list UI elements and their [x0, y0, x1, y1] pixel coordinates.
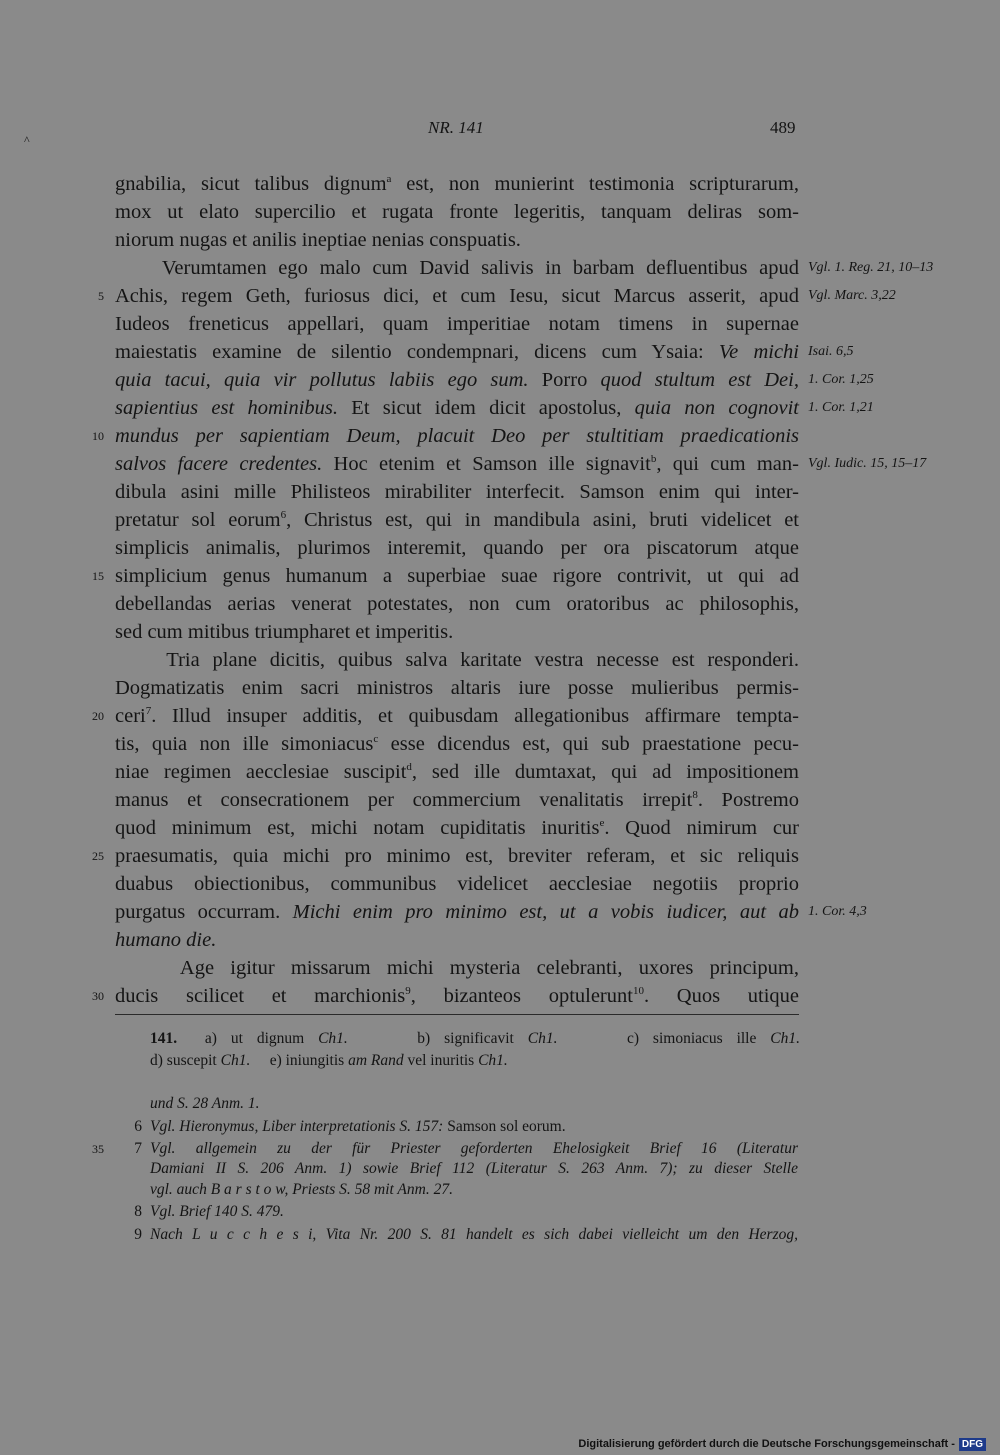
- margin-reference: Isai. 6,5: [808, 344, 854, 359]
- footnote-number: 7: [134, 1140, 142, 1157]
- footnote-number: 9: [134, 1226, 142, 1243]
- footnote-line: vgl. auch B a r s t o w, Priests S. 58 mit Anm. 27.: [150, 1181, 453, 1198]
- text-line: ducis scilicet et marchionis$^9$, bizanteos optulerunt$^{10}$. Quos utique: [115, 985, 799, 1007]
- text-line: praesumatis, quia michi pro minimo est, breviter referam, et sic reliquis: [115, 845, 799, 867]
- page-mark: ^: [24, 133, 30, 147]
- line-number: 30: [92, 989, 104, 1003]
- text-line: mundus per sapientiam Deum, placuit Deo per stultitiam praedicationis: [115, 425, 799, 447]
- margin-reference: Vgl. Marc. 3,22: [808, 288, 896, 303]
- running-header-title: NR. 141: [428, 118, 484, 137]
- text-line: sed cum mitibus triumpharet et imperitis.: [115, 621, 454, 643]
- footnote-line: Vgl. Hieronymus, Liber interpretationis S. 157: Samson sol eorum.: [150, 1118, 566, 1135]
- text-line: dibula asini mille Philisteos mirabiliter interfecit. Samson enim qui inter-: [115, 481, 799, 503]
- text-line: niae regimen aecclesiae suscipit$^d$, sed ille dumtaxat, qui ad impositionem: [115, 761, 800, 783]
- text-line: simplicium genus humanum a superbiae suae rigore contrivit, ut qui ad: [115, 565, 799, 587]
- footnote-rule: [115, 1014, 799, 1015]
- digitization-footer: [578, 1436, 986, 1452]
- line-number: 25: [92, 849, 104, 863]
- text-line: tis, quia non ille simoniacus$^c$ esse dicendus est, qui sub praestatione pecu-: [115, 733, 800, 755]
- footnote-line: Vgl. allgemein zu der für Priester geforderten Ehelosigkeit Brief 16 (Literatur: [150, 1140, 798, 1157]
- text-line: Achis, regem Geth, furiosus dici, et cum Iesu, sicut Marcus asserit, apud: [115, 285, 799, 307]
- text-line: Iudeos freneticus appellari, quam imperitiae notam timens in supernae: [115, 313, 799, 335]
- text-line: purgatus occurram. Michi enim pro minimo est, ut a vobis iudicer, aut ab: [115, 901, 799, 923]
- footnote-line: Vgl. Brief 140 S. 479.: [150, 1203, 284, 1220]
- footnote-number: 6: [134, 1118, 142, 1135]
- page-number: 489: [770, 118, 796, 137]
- margin-reference: 1. Cor. 1,25: [808, 372, 874, 387]
- text-line: niorum nugas et anilis ineptiae nenias conspuatis.: [115, 229, 521, 251]
- line-number: 5: [98, 289, 104, 303]
- line-number: 35: [92, 1142, 104, 1156]
- footnote-line: und S. 28 Anm. 1.: [150, 1095, 260, 1112]
- text-line: maiestatis examine de silentio condempnari, dicens cum Ysaia: Ve michi: [115, 341, 799, 363]
- text-line: mox ut elato supercilio et rugata fronte legeritis, tanquam deliras som-: [115, 201, 799, 223]
- dfg-logo: DFG: [959, 1438, 986, 1451]
- margin-reference: Vgl. 1. Reg. 21, 10–13: [808, 260, 934, 275]
- apparatus-line: 141. a) ut dignum Ch1. b) significavit Ch1. c) simoniacus ille Ch1.: [150, 1030, 800, 1047]
- text-line: Dogmatizatis enim sacri ministros altaris iure posse mulieribus permis-: [115, 677, 799, 699]
- text-line: duabus obiectionibus, communibus videlicet aecclesiae negotiis proprio: [115, 873, 799, 895]
- footnote-number: 8: [134, 1203, 142, 1220]
- text-line: sapientius est hominibus. Et sicut idem dicit apostolus, quia non cognovit: [115, 397, 800, 419]
- text-line: pretatur sol eorum$^6$, Christus est, qui in mandibula asini, bruti videlicet et: [115, 509, 799, 531]
- text-line: debellandas aerias venerat potestates, non cum oratoribus ac philosophis,: [115, 593, 799, 615]
- text-line: Age igitur missarum michi mysteria celebranti, uxores principum,: [115, 957, 799, 979]
- line-number: 10: [92, 429, 104, 443]
- line-number: 15: [92, 569, 104, 583]
- text-line: manus et consecrationem per commercium venalitatis irrepit$^8$. Postremo: [115, 789, 799, 811]
- footer-text: Digitalisierung gefördert durch die Deutsche Forschungsgemeinschaft -: [578, 1438, 955, 1450]
- apparatus-line: d) suscepit Ch1. e) iniungitis am Rand vel inuritis Ch1.: [150, 1052, 508, 1069]
- text-line: Verumtamen ego malo cum David salivis in barbam defluentibus apud: [115, 257, 799, 279]
- margin-reference: 1. Cor. 1,21: [808, 400, 874, 415]
- text-line: humano die.: [115, 929, 217, 951]
- text-line: quod minimum est, michi notam cupiditatis inuritis$^e$. Quod nimirum cur: [115, 817, 799, 839]
- text-line: ceri$^7$. Illud insuper additis, et quibusdam allegationibus affirmare tempta-: [115, 705, 799, 727]
- text-line: gnabilia, sicut talibus dignum$^a$ est, non munierint testimonia scripturarum,: [115, 173, 799, 195]
- footnote-line: Nach L u c c h e s i, Vita Nr. 200 S. 81 handelt es sich dabei vielleicht um den Herzog,: [150, 1226, 798, 1243]
- margin-reference: Vgl. Iudic. 15, 15–17: [808, 456, 927, 471]
- text-line: Tria plane dicitis, quibus salva karitate vestra necesse est responderi.: [115, 649, 799, 671]
- line-number: 20: [92, 709, 104, 723]
- text-line: quia tacui, quia vir pollutus labiis ego sum. Porro quod stultum est Dei,: [115, 369, 799, 391]
- text-line: salvos facere credentes. Hoc etenim et Samson ille signavit$^b$, qui cum man-: [115, 453, 799, 475]
- margin-reference: 1. Cor. 4,3: [808, 904, 867, 919]
- text-line: simplicis animalis, plurimos interemit, quando per ora piscatorum atque: [115, 537, 799, 559]
- footnote-line: Damiani II S. 206 Anm. 1) sowie Brief 112 (Literatur S. 263 Anm. 7); zu dieser Stelle: [150, 1160, 798, 1177]
